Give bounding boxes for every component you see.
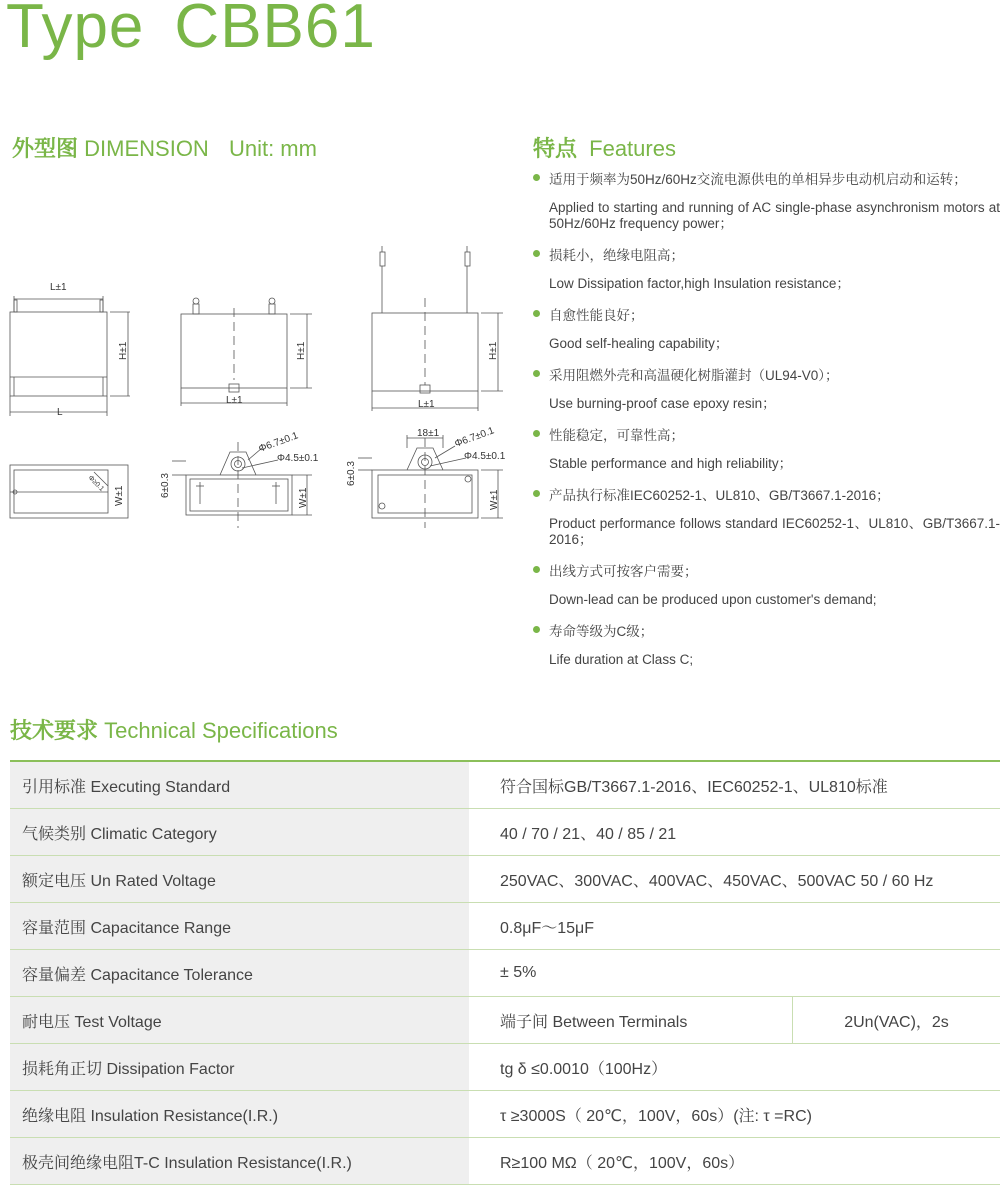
table-row bbox=[10, 903, 1000, 950]
label-l: L bbox=[57, 407, 63, 418]
feature-cn: 自愈性能良好； bbox=[549, 308, 644, 323]
specs-heading-en: Technical Specifications bbox=[104, 718, 338, 743]
spec-value: 40 / 70 / 21、40 / 85 / 21 bbox=[469, 809, 1000, 856]
table-row bbox=[10, 761, 1000, 809]
spec-value: 0.8μF～15μF bbox=[469, 903, 1000, 950]
label-phi67-b: Φ6.7±0.1 bbox=[453, 425, 496, 450]
spec-value: tg δ ≤0.0010（100Hz） bbox=[469, 1044, 1000, 1091]
label-phi67-a: Φ6.7±0.1 bbox=[257, 430, 300, 455]
spec-value: 端子间 Between Terminals bbox=[469, 997, 793, 1044]
table-row bbox=[10, 1044, 1000, 1091]
specs-table bbox=[10, 760, 1000, 1185]
feature-cn: 性能稳定，可靠性高； bbox=[549, 428, 684, 443]
table-row bbox=[10, 856, 1000, 903]
label-eighteen: 18±1 bbox=[417, 428, 440, 439]
specs-heading bbox=[10, 714, 338, 745]
label-w1-c: W±1 bbox=[489, 489, 500, 510]
label-phi01: Φ≥0.1 bbox=[86, 474, 106, 493]
spec-label: 绝缘电阻 Insulation Resistance(I.R.) bbox=[10, 1091, 469, 1138]
spec-value: R≥100 MΩ（ 20℃，100V，60s） bbox=[469, 1138, 1000, 1185]
feature-cn: 产品执行标准IEC60252-1、UL810、GB/T3667.1-2016； bbox=[549, 488, 890, 503]
features-heading-cn: 特点 bbox=[533, 136, 578, 161]
feature-item bbox=[533, 622, 1000, 668]
feature-item bbox=[533, 486, 1000, 548]
spec-label: 容量偏差 Capacitance Tolerance bbox=[10, 950, 469, 997]
case-front-view-2 bbox=[372, 313, 478, 391]
feature-en: Down-lead can be produced upon customer's demand; bbox=[549, 592, 877, 607]
feature-en: Low Dissipation factor,high Insulation resistance； bbox=[549, 276, 850, 291]
spec-value: 符合国标GB/T3667.1-2016、IEC60252-1、UL810标准 bbox=[469, 761, 1000, 809]
label-l1-b: L±1 bbox=[226, 395, 243, 406]
spec-label: 容量范围 Capacitance Range bbox=[10, 903, 469, 950]
bullet-icon bbox=[533, 174, 540, 181]
bullet-icon bbox=[533, 490, 540, 497]
label-l1: L±1 bbox=[50, 282, 67, 293]
spec-value: 250VAC、300VAC、400VAC、450VAC、500VAC 50 / 60 Hz bbox=[469, 856, 1000, 903]
feature-cn: 采用阻燃外壳和高温硬化树脂灌封（UL94-V0）； bbox=[549, 368, 839, 383]
spec-label: 耐电压 Test Voltage bbox=[10, 997, 469, 1044]
spec-label: 引用标准 Executing Standard bbox=[10, 761, 469, 809]
label-h1-b: H±1 bbox=[296, 341, 307, 360]
case-top-view bbox=[10, 465, 128, 518]
dimension-heading-en: DIMENSION bbox=[84, 136, 209, 161]
features-heading-en: Features bbox=[589, 136, 676, 161]
label-six-a: 6±0.3 bbox=[160, 473, 171, 498]
label-w1-b: W±1 bbox=[298, 487, 309, 508]
feature-item bbox=[533, 426, 1000, 472]
table-row bbox=[10, 1091, 1000, 1138]
feature-item bbox=[533, 306, 1000, 352]
feature-en: Stable performance and high reliability； bbox=[549, 456, 793, 471]
dimension-heading-cn: 外型图 bbox=[12, 136, 79, 161]
case-side-view bbox=[10, 312, 107, 396]
bullet-icon bbox=[533, 370, 540, 377]
type-word: Type bbox=[6, 0, 145, 61]
spec-value: ± 5% bbox=[469, 950, 1000, 997]
bullet-icon bbox=[533, 310, 540, 317]
dimension-unit: Unit: mm bbox=[228, 136, 317, 161]
feature-item bbox=[533, 246, 1000, 292]
features-list bbox=[533, 170, 1000, 682]
features-heading bbox=[533, 132, 676, 163]
label-six-b: 6±0.3 bbox=[346, 461, 357, 486]
table-row bbox=[10, 1138, 1000, 1185]
bullet-icon bbox=[533, 626, 540, 633]
spec-label: 极壳间绝缘电阻T-C Insulation Resistance(I.R.) bbox=[10, 1138, 469, 1185]
dimension-drawing bbox=[0, 230, 525, 540]
label-h1-c: H±1 bbox=[488, 341, 499, 360]
feature-cn: 适用于频率为50Hz/60Hz交流电源供电的单相异步电动机启动和运转； bbox=[549, 172, 967, 187]
spec-value: τ ≥3000S（ 20℃，100V，60s）(注: τ =RC) bbox=[469, 1091, 1000, 1138]
spec-label: 损耗角正切 Dissipation Factor bbox=[10, 1044, 469, 1091]
label-phi45-b: Φ4.5±0.1 bbox=[464, 451, 506, 462]
spec-label: 额定电压 Un Rated Voltage bbox=[10, 856, 469, 903]
feature-cn: 出线方式可按客户需要； bbox=[549, 564, 698, 579]
feature-en: Use burning-proof case epoxy resin； bbox=[549, 396, 776, 411]
feature-item bbox=[533, 562, 1000, 608]
label-l1-c: L±1 bbox=[418, 399, 435, 410]
specs-heading-cn: 技术要求 bbox=[10, 718, 99, 743]
bullet-icon bbox=[533, 250, 540, 257]
feature-en: Applied to starting and running of AC single-phase asynchronism motors at 50Hz/60Hz frequency power； bbox=[549, 200, 1000, 231]
feature-en: Product performance follows standard IEC60252-1、UL810、GB/T3667.1-2016； bbox=[549, 516, 1000, 547]
feature-en: Good self-healing capability； bbox=[549, 336, 729, 351]
label-h1: H±1 bbox=[118, 341, 129, 360]
dimension-heading bbox=[12, 132, 317, 163]
spec-value-2: 2Un(VAC)，2s bbox=[793, 997, 1000, 1044]
bullet-icon bbox=[533, 430, 540, 437]
feature-cn: 损耗小，绝缘电阻高； bbox=[549, 248, 684, 263]
product-title bbox=[6, 0, 376, 64]
label-w1-a: W±1 bbox=[114, 485, 125, 506]
feature-item bbox=[533, 366, 1000, 412]
table-row bbox=[10, 997, 1000, 1044]
spec-label: 气候类别 Climatic Category bbox=[10, 809, 469, 856]
feature-cn: 寿命等级为C级； bbox=[549, 624, 654, 639]
feature-item bbox=[533, 170, 1000, 232]
bullet-icon bbox=[533, 566, 540, 573]
label-phi45-a: Φ4.5±0.1 bbox=[277, 453, 319, 464]
table-row bbox=[10, 809, 1000, 856]
feature-en: Life duration at Class C; bbox=[549, 652, 694, 667]
model-name: CBB61 bbox=[174, 0, 376, 61]
table-row bbox=[10, 950, 1000, 997]
